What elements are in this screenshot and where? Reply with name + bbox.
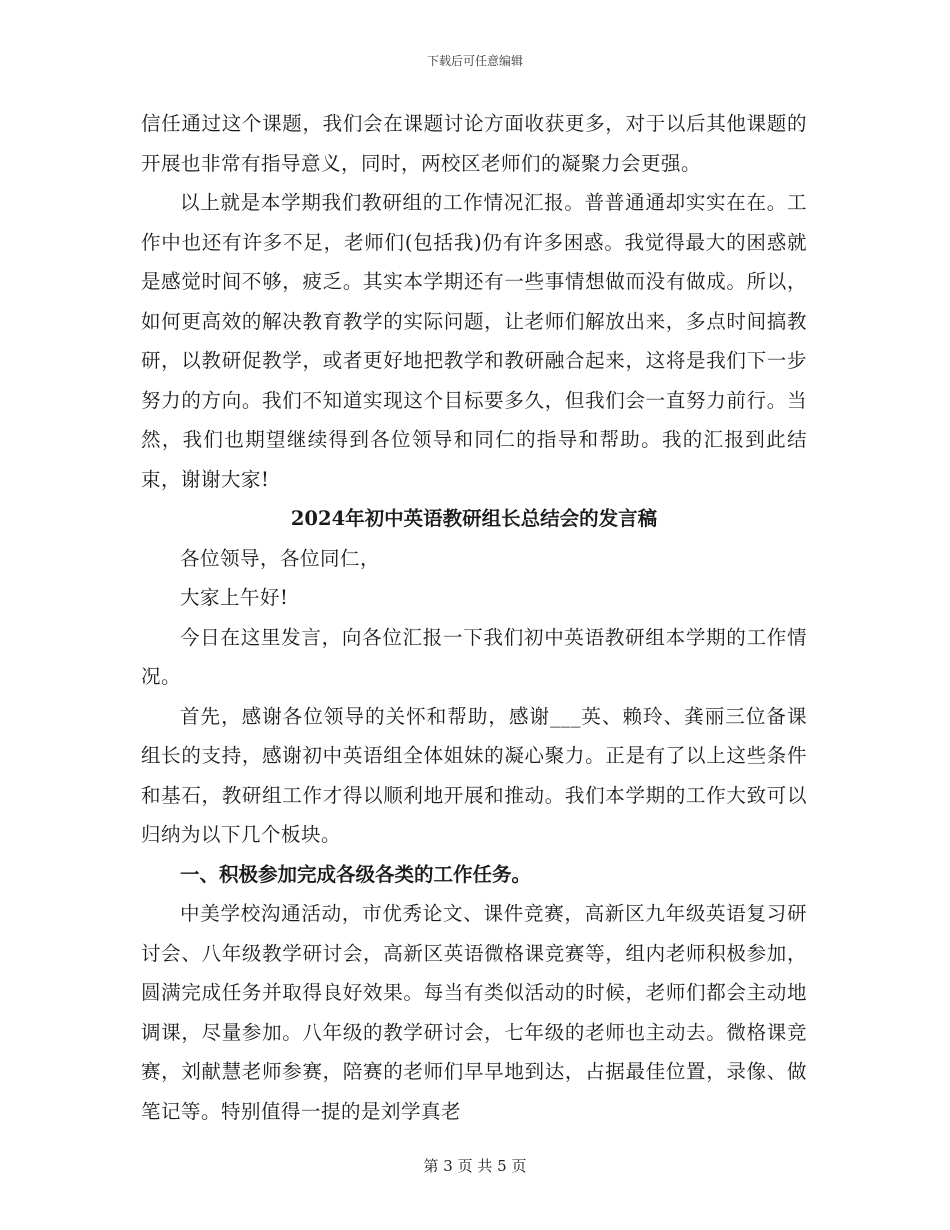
page-footer: 第 3 页 共 5 页 xyxy=(423,1157,527,1175)
document-title: 2024年初中英语教研组长总结会的发言稿 xyxy=(290,507,658,530)
document-body xyxy=(141,104,807,1131)
paragraph-section-1: 中美学校沟通活动，市优秀论文、课件竞赛，高新区九年级英语复习研讨会、八年级教学研讨会，高新区英语微格课竞赛等，组内老师积极参加，圆满完成任务并取得良好效果。每当有类似活动的时候，老师们都会主动地调课，尽量参加。八年级的教学研讨会，七年级的老师也主动去。微格课竞赛，刘献慧老师参赛，陪赛的老师们早早地到达，占据最佳位置，录像、做笔记等。特别值得一提的是刘学真老 xyxy=(141,902,807,1123)
paragraph-continuation: 信任通过这个课题，我们会在课题讨论方面收获更多，对于以后其他课题的开展也非常有指导意义，同时，两校区老师们的凝聚力会更强。 xyxy=(141,112,807,175)
paragraph-summary: 以上就是本学期我们教研组的工作情况汇报。普普通通却实实在在。工作中也还有许多不足，老师们(包括我)仍有许多困惑。我觉得最大的困惑就是感觉时间不够，疲乏。其实本学期还有一些事情想做而没有做成。所以，如何更高效的解决教育教学的实际问题，让老师们解放出来，多点时间搞教研，以教研促教学，或者更好地把教学和教研融合起来，这将是我们下一步努力的方向。我们不知道实现这个目标要多久，但我们会一直努力前行。当然，我们也期望继续得到各位领导和同仁的指导和帮助。我的汇报到此结束，谢谢大家! xyxy=(141,191,807,491)
paragraph-intro: 今日在这里发言，向各位汇报一下我们初中英语教研组本学期的工作情况。 xyxy=(141,625,807,688)
paragraph-thanks: 首先，感谢各位领导的关怀和帮助，感谢___英、赖玲、龚丽三位备课组长的支持，感谢初中英语组全体姐妹的凝心聚力。正是有了以上这些条件和基石，教研组工作才得以顺利地开展和推动。我们本学期的工作大致可以归纳为以下几个板块。 xyxy=(141,704,807,846)
greeting-line-2: 大家上午好! xyxy=(180,586,289,609)
greeting-line-1: 各位领导，各位同仁， xyxy=(180,546,381,570)
page-header: 下载后可任意编辑 xyxy=(426,54,523,68)
section-heading-1: 一、积极参加完成各级各类的工作任务。 xyxy=(180,862,532,886)
